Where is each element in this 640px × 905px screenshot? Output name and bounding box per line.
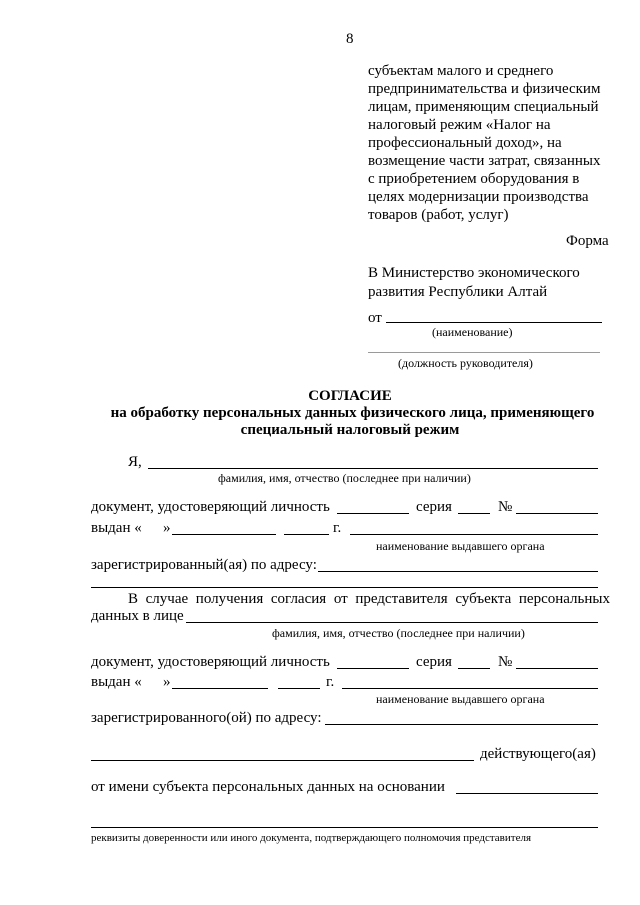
id-document-field[interactable] xyxy=(337,513,409,514)
fio-caption: фамилия, имя, отчество (последнее при наличии) xyxy=(218,471,471,485)
address-field[interactable] xyxy=(318,571,598,572)
appendix-line: субъектам малого и среднего xyxy=(368,63,554,79)
position-caption: (должность руководителя) xyxy=(398,356,533,370)
addressee-line-1: В Министерство экономического xyxy=(368,265,580,281)
rep-issuer-field[interactable] xyxy=(342,688,598,689)
title-subheading: на обработку персональных данных физического лица, применяющего xyxy=(110,405,595,421)
requisites-caption: реквизиты доверенности или иного документа, подтверждающего полномочия представителя xyxy=(91,832,531,844)
rep-id-document-label: документ, удостоверяющий личность xyxy=(91,654,330,670)
issued-label: выдан « xyxy=(91,520,142,536)
number-field[interactable] xyxy=(516,513,598,514)
from-name-field[interactable] xyxy=(386,322,602,323)
i-label: Я, xyxy=(128,454,142,470)
appendix-line: с приобретением оборудования в xyxy=(368,171,580,187)
rep-year-suffix: г. xyxy=(326,674,335,690)
issuer-field[interactable] xyxy=(350,534,598,535)
title-heading: СОГЛАСИЕ xyxy=(308,388,392,404)
rep-address-field[interactable] xyxy=(325,724,598,725)
appendix-line: товаров (работ, услуг) xyxy=(368,207,509,223)
series-field[interactable] xyxy=(458,513,490,514)
registered-label: зарегистрированный(ая) по адресу: xyxy=(91,557,317,573)
rep-number-label: № xyxy=(498,654,513,670)
representative-text xyxy=(91,590,610,608)
issue-year-field[interactable] xyxy=(284,534,329,535)
page-number: 8 xyxy=(346,31,354,47)
rep-issued-quote-close: » xyxy=(163,674,171,690)
representative-fio-caption: фамилия, имя, отчество (последнее при наличии) xyxy=(272,626,525,640)
appendix-line: профессиональный доход», на xyxy=(368,135,562,151)
issued-quote-close: » xyxy=(163,520,171,536)
acting-label: действующего(ая) xyxy=(480,746,596,762)
rep-issued-label: выдан « xyxy=(91,674,142,690)
rep-series-label: серия xyxy=(416,654,452,670)
representative-text-line-1: В случае получения согласия от представителя субъекта персональных xyxy=(128,591,610,607)
year-suffix: г. xyxy=(333,520,342,536)
name-caption: (наименование) xyxy=(432,325,513,339)
series-label: серия xyxy=(416,499,452,515)
number-label: № xyxy=(498,499,513,515)
issuer-caption: наименование выдавшего органа xyxy=(376,539,545,553)
issue-month-field[interactable] xyxy=(172,534,276,535)
appendix-line: налоговый режим «Налог на xyxy=(368,117,551,133)
rep-issuer-caption: наименование выдавшего органа xyxy=(376,692,545,706)
appendix-line: лицам, применяющим специальный xyxy=(368,99,599,115)
form-label: Форма xyxy=(566,233,609,249)
title-subheading-2: специальный налоговый режим xyxy=(240,422,460,438)
fio-field[interactable] xyxy=(148,468,598,469)
appendix-line: возмещение части затрат, связанных xyxy=(368,153,601,169)
rep-series-field[interactable] xyxy=(458,668,490,669)
requisites-field[interactable] xyxy=(91,827,598,828)
appendix-line: предпринимательства и физическим xyxy=(368,81,601,97)
rep-address-field-2[interactable] xyxy=(91,760,474,761)
appendix-reference xyxy=(368,62,601,224)
rep-number-field[interactable] xyxy=(516,668,598,669)
appendix-line: целях модернизации производства xyxy=(368,189,589,205)
representative-fio-field[interactable] xyxy=(186,622,598,623)
representative-text-line-2: данных в лице xyxy=(91,608,184,624)
address-field-2[interactable] xyxy=(91,587,598,588)
addressee-line-2: развития Республики Алтай xyxy=(368,284,548,300)
rep-issue-month-field[interactable] xyxy=(172,688,268,689)
position-field[interactable] xyxy=(368,352,600,353)
rep-issue-year-field[interactable] xyxy=(278,688,320,689)
id-document-label: документ, удостоверяющий личность xyxy=(91,499,330,515)
on-behalf-label: от имени субъекта персональных данных на основании xyxy=(91,779,445,795)
rep-id-document-field[interactable] xyxy=(337,668,409,669)
from-label: от xyxy=(368,310,382,326)
rep-registered-label: зарегистрированного(ой) по адресу: xyxy=(91,710,322,726)
basis-field[interactable] xyxy=(456,793,598,794)
